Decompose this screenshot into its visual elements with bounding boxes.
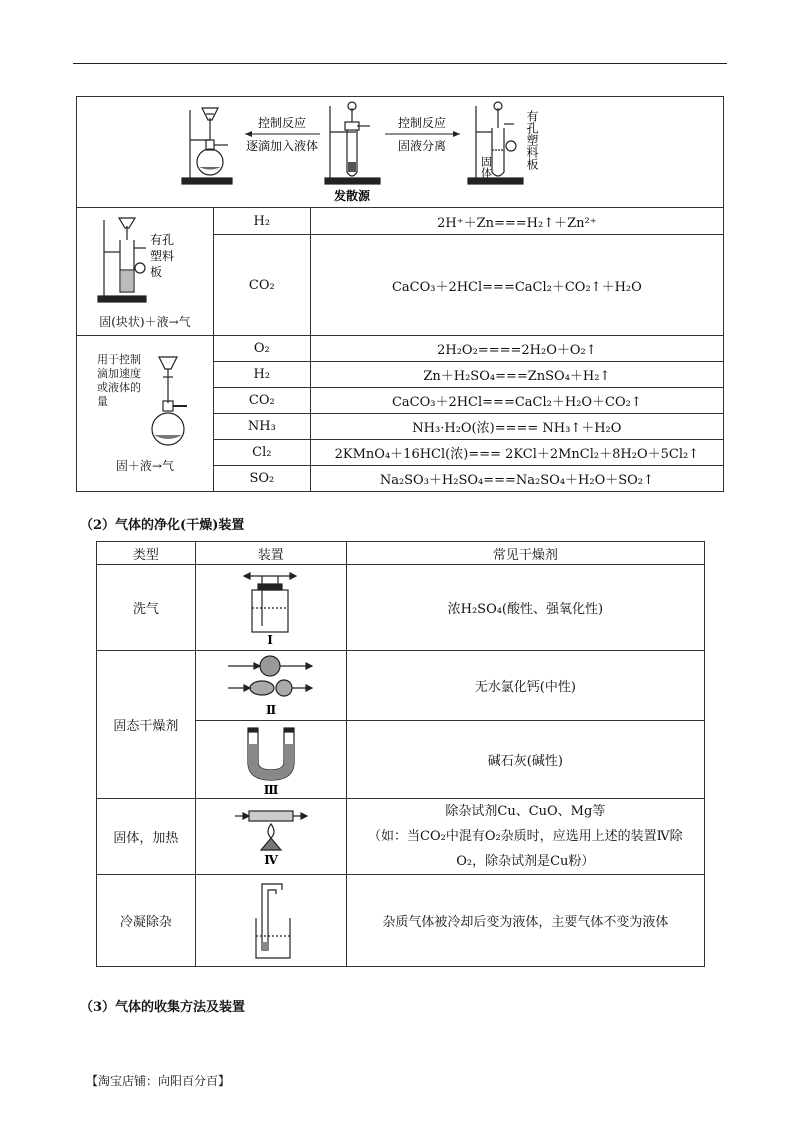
device-label: Ⅰ: [266, 632, 273, 647]
type-cell: 固体，加热: [97, 799, 196, 875]
section2-title: （2）气体的净化(干燥)装置: [80, 518, 245, 533]
agent-cell: 浓H₂SO₄(酸性、强氧化性): [346, 565, 704, 651]
solid-label: 固体: [479, 155, 493, 178]
agent-line: O₂，除杂试剂是Cu粉）: [456, 854, 595, 869]
gas-cell: CO₂: [213, 235, 310, 336]
gas-cell: O₂: [213, 336, 310, 362]
device-label: Ⅲ: [263, 782, 279, 796]
header-agent: 常见干燥剂: [346, 542, 704, 565]
type-cell: 洗气: [97, 565, 196, 651]
agent-cell: 碱石灰(碱性): [346, 721, 704, 799]
equation-cell: CaCO₃＋2HCl===CaCl₂＋CO₂↑＋H₂O: [310, 235, 723, 336]
device-label: Ⅳ: [263, 852, 278, 867]
svg-text:板: 板: [149, 264, 162, 279]
gas-cell: CO₂: [213, 388, 310, 414]
gas-cell: NH₃: [213, 414, 310, 440]
purification-table: [96, 541, 705, 967]
svg-text:塑料: 塑料: [149, 248, 174, 263]
group2-note: 用于控制滴加速度或液体的量: [96, 353, 141, 408]
generator-diagram-cell: [77, 97, 724, 208]
heated-tube-diagram: [231, 804, 311, 870]
type-cell: 固态干燥剂: [97, 651, 196, 799]
group1-apparatus-cell: [77, 208, 214, 336]
group1-caption: 固(块状)＋液→气: [99, 314, 191, 329]
group2-apparatus-cell: [77, 336, 214, 492]
gas-cell: H₂: [213, 362, 310, 388]
condensing-tube-diagram: [236, 878, 306, 964]
gas-cell: H₂: [213, 208, 310, 235]
arrow2-top-label: 控制反应: [397, 115, 447, 130]
arrow1-bottom-label: 逐滴加入液体: [245, 138, 319, 153]
agent-cell: 无水氯化钙(中性): [346, 651, 704, 721]
test-tube-apparatus: [325, 102, 380, 184]
gas-washing-bottle-diagram: [236, 568, 306, 648]
divergent-apparatus-diagram: [180, 100, 620, 205]
device-cell: [195, 875, 346, 967]
type-cell: 冷凝除杂: [97, 875, 196, 967]
agent-cell: [346, 799, 704, 875]
group2-caption: 固＋液→气: [115, 459, 174, 473]
kipp-like-apparatus-diagram: [90, 214, 200, 309]
equation-cell: CaCO₃＋2HCl===CaCl₂＋H₂O＋CO₂↑: [310, 388, 723, 414]
generator-caption: 发散源: [333, 188, 371, 203]
agent-line: 除杂试剂Cu、CuO、Mg等: [445, 804, 606, 819]
header-type: 类型: [97, 542, 196, 565]
plate-label: 有孔塑料板: [525, 109, 539, 170]
arrow1-top-label: 控制反应: [257, 115, 307, 130]
header-device: 装置: [195, 542, 346, 565]
header-rule: [73, 63, 727, 64]
gas-cell: Cl₂: [213, 440, 310, 466]
device-cell: [195, 799, 346, 875]
perforated-plate-apparatus: [468, 102, 523, 184]
device-label: Ⅱ: [265, 702, 276, 717]
arrow2-bottom-label: 固液分离: [397, 138, 447, 153]
drying-tube-diagram: [226, 652, 316, 720]
device-cell: [195, 565, 346, 651]
equation-cell: 2H⁺＋Zn===H₂↑＋Zn²⁺: [310, 208, 723, 235]
equation-cell: 2H₂O₂====2H₂O＋O₂↑: [310, 336, 723, 362]
agent-line: （如：当CO₂中混有O₂杂质时，应选用上述的装置Ⅳ除: [368, 829, 683, 844]
flask-funnel-apparatus: [182, 108, 232, 184]
equation-cell: Na₂SO₃＋H₂SO₄===Na₂SO₄＋H₂O＋SO₂↑: [310, 466, 723, 492]
u-tube-diagram: [236, 724, 306, 796]
device-cell: [195, 721, 346, 799]
agent-cell: 杂质气体被冷却后变为液体，主要气体不变为液体: [346, 875, 704, 967]
flask-dropping-funnel-diagram: [143, 353, 193, 453]
equation-cell: Zn＋H₂SO₄===ZnSO₄＋H₂↑: [310, 362, 723, 388]
group1-plate-label: 有孔: [149, 232, 174, 247]
section3-title: （3）气体的收集方法及装置: [80, 1000, 246, 1015]
equation-cell: NH₃·H₂O(浓)==== NH₃↑＋H₂O: [310, 414, 723, 440]
gas-cell: SO₂: [213, 466, 310, 492]
equation-cell: 2KMnO₄＋16HCl(浓)=== 2KCl＋2MnCl₂＋8H₂O＋5Cl₂↑: [310, 440, 723, 466]
generation-table: [76, 96, 724, 492]
footer-store: 【淘宝店铺：向阳百分百】: [86, 1074, 231, 1088]
device-cell: [195, 651, 346, 721]
